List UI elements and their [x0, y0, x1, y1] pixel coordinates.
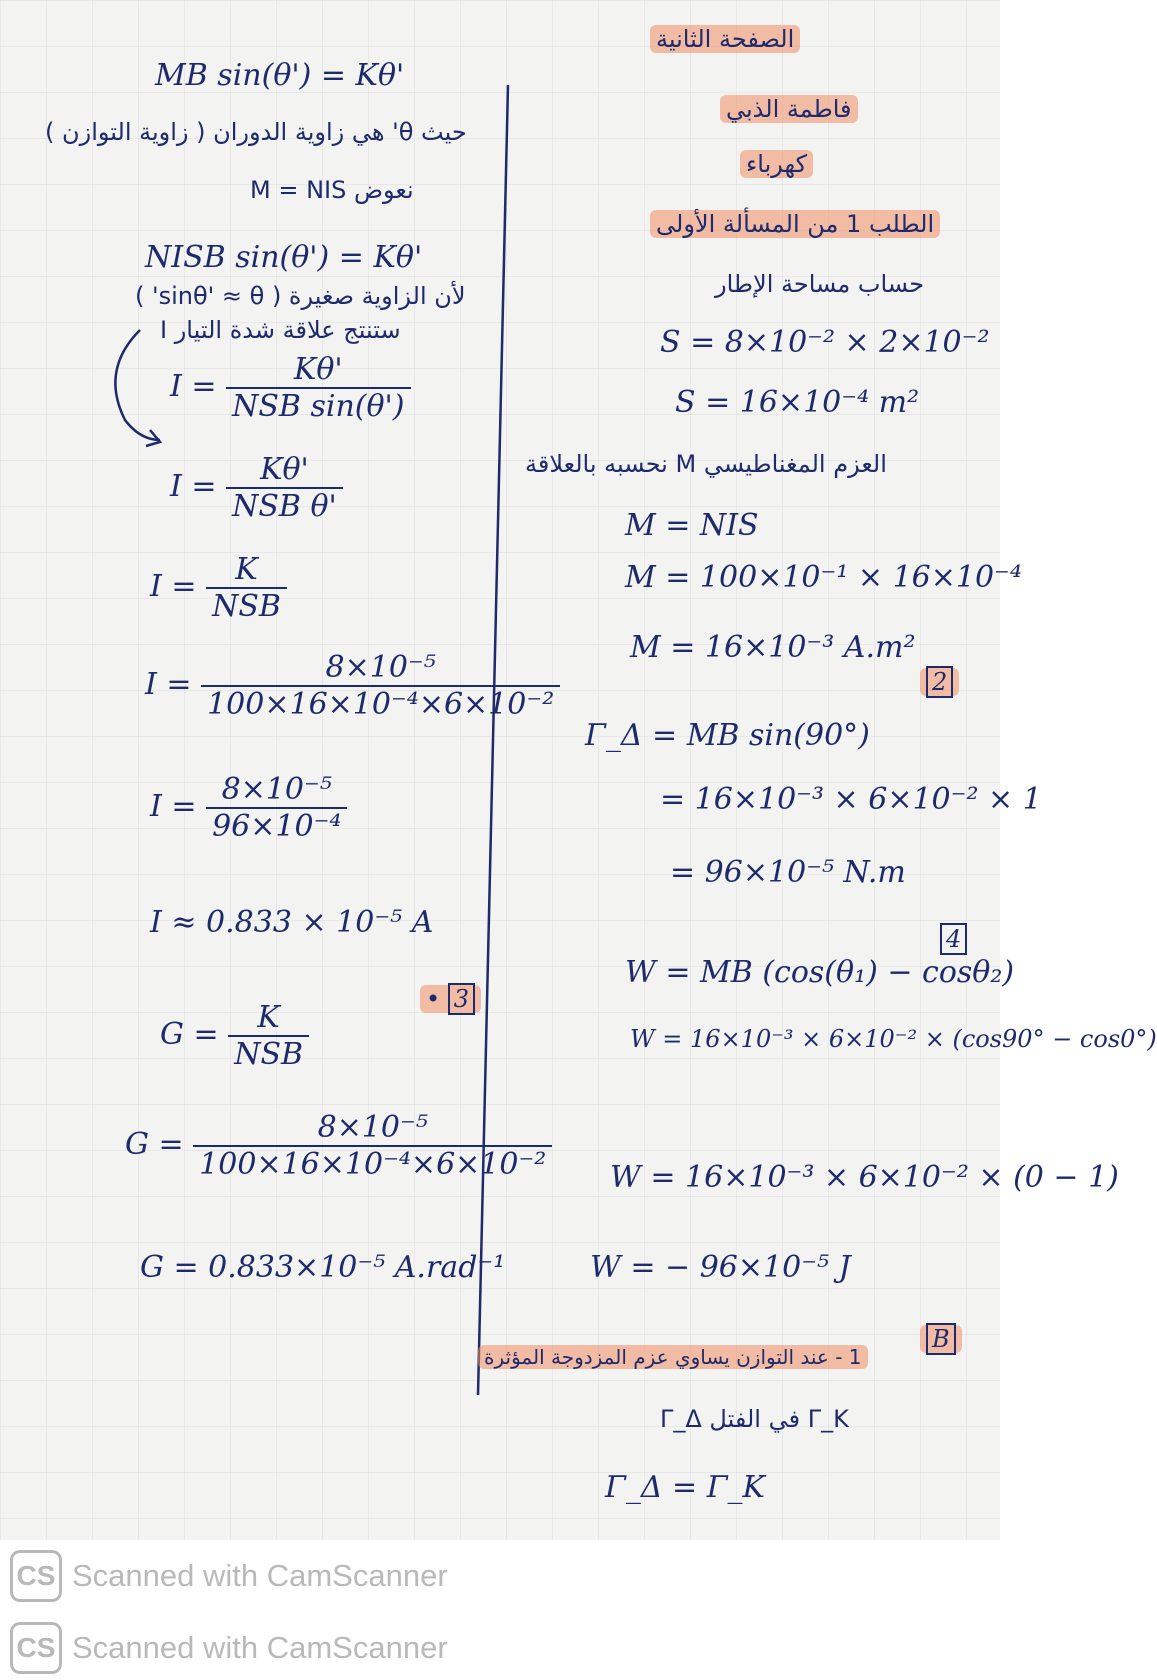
moment-eq-1: M = NIS — [625, 508, 759, 543]
work-eq-1: W = MB (cos(θ₁) − cosθ₂) — [625, 955, 1015, 990]
section-heading: الطلب 1 من المسألة الأولى — [650, 210, 940, 238]
nisb-eq: NISB sin(θ') = Kθ' — [145, 240, 423, 275]
frame-area-label: حساب مساحة الإطار — [715, 270, 925, 298]
subject-label: كهرباء — [740, 150, 813, 178]
note-current-relation: ستنتج علاقة شدة التيار I — [160, 316, 401, 344]
sensitivity-fraction-1: G = $\frac{K}{\text{NSB}}$ — [160, 1000, 309, 1072]
camscanner-logo: CS — [10, 1550, 62, 1602]
part-b-tag: B — [920, 1325, 962, 1353]
camscanner-logo: CS — [10, 1622, 62, 1674]
current-result: I ≈ 0.833 × 10⁻⁵ A — [150, 905, 434, 940]
current-fraction-2: I = $\frac{K\theta'}{\text{NSB θ'}}$ — [170, 452, 343, 524]
page-heading: الصفحة الثانية — [650, 25, 800, 53]
torque-eq-2: = 16×10⁻³ × 6×10⁻² × 1 — [660, 782, 1042, 817]
work-eq-2: W = 16×10⁻³ × 6×10⁻² × (cos90° − cos0°) — [630, 1025, 1157, 1053]
equilibrium-eq: Γ_Δ = Γ_K — [605, 1470, 765, 1505]
current-fraction-5: I = $\frac{\text{8×10⁻⁵}}{\text{96×10⁻⁴}}$ — [150, 772, 347, 844]
scanner-footer — [0, 1540, 1000, 1680]
work-eq-3: W = 16×10⁻³ × 6×10⁻² × (0 − 1) — [610, 1160, 1119, 1195]
current-fraction-3: I = $\frac{K}{\text{NSB}}$ — [150, 552, 287, 624]
sensitivity-result: G = 0.833×10⁻⁵ A.rad⁻¹ — [140, 1250, 506, 1285]
torsion-note: Γ_K في الفتل Γ_Δ — [660, 1405, 849, 1433]
camscanner-watermark-2 — [10, 1622, 448, 1674]
work-result: W = − 96×10⁻⁵ J — [590, 1250, 851, 1285]
camscanner-text: Scanned with CamScanner — [72, 1558, 448, 1593]
student-name: فاطمة الذبي — [720, 95, 858, 123]
note-substitute-m: نعوض M = NIS — [250, 176, 414, 204]
torque-eq-3: = 96×10⁻⁵ N.m — [670, 855, 906, 890]
question-4-tag: 4 — [940, 925, 967, 953]
camscanner-text: Scanned with CamScanner — [72, 1630, 448, 1665]
moment-eq-3: M = 16×10⁻³ A.m² — [630, 630, 916, 665]
magnetic-moment-label: العزم المغناطيسي M نحسبه بالعلاقة — [525, 450, 887, 478]
question-2-tag: 2 — [920, 668, 959, 696]
note-small-angle: لأن الزاوية صغيرة ( sinθ' ≈ θ' ) — [135, 282, 466, 310]
sensitivity-fraction-2: G = $\frac{\text{8×10⁻⁵}}{\text{100×16×10⁻⁴×6×10⁻²}}$ — [125, 1110, 552, 1182]
current-fraction-4: I = $\frac{\text{8×10⁻⁵}}{\text{100×16×10⁻⁴×6×10⁻²}}$ — [145, 650, 560, 722]
torque-eq-1: Γ_Δ = MB sin(90°) — [585, 718, 870, 753]
camscanner-watermark-1 — [10, 1550, 448, 1602]
area-eq-2: S = 16×10⁻⁴ m² — [675, 385, 920, 420]
note-rotation-angle: حيث θ' هي زاوية الدوران ( زاوية التوازن ) — [45, 118, 467, 146]
question-3-tag: • 3 — [420, 985, 481, 1013]
moment-eq-2: M = 100×10⁻¹ × 16×10⁻⁴ — [625, 560, 1022, 595]
torque-balance-eq: MB sin(θ') = Kθ' — [155, 58, 405, 93]
current-fraction-1: I = $\frac{K\theta'}{\text{NSB sin(θ')}}$ — [170, 352, 411, 424]
area-eq-1: S = 8×10⁻² × 2×10⁻² — [660, 325, 990, 360]
equilibrium-note: 1 - عند التوازن يساوي عزم المزدوجة المؤثرة — [478, 1345, 868, 1369]
